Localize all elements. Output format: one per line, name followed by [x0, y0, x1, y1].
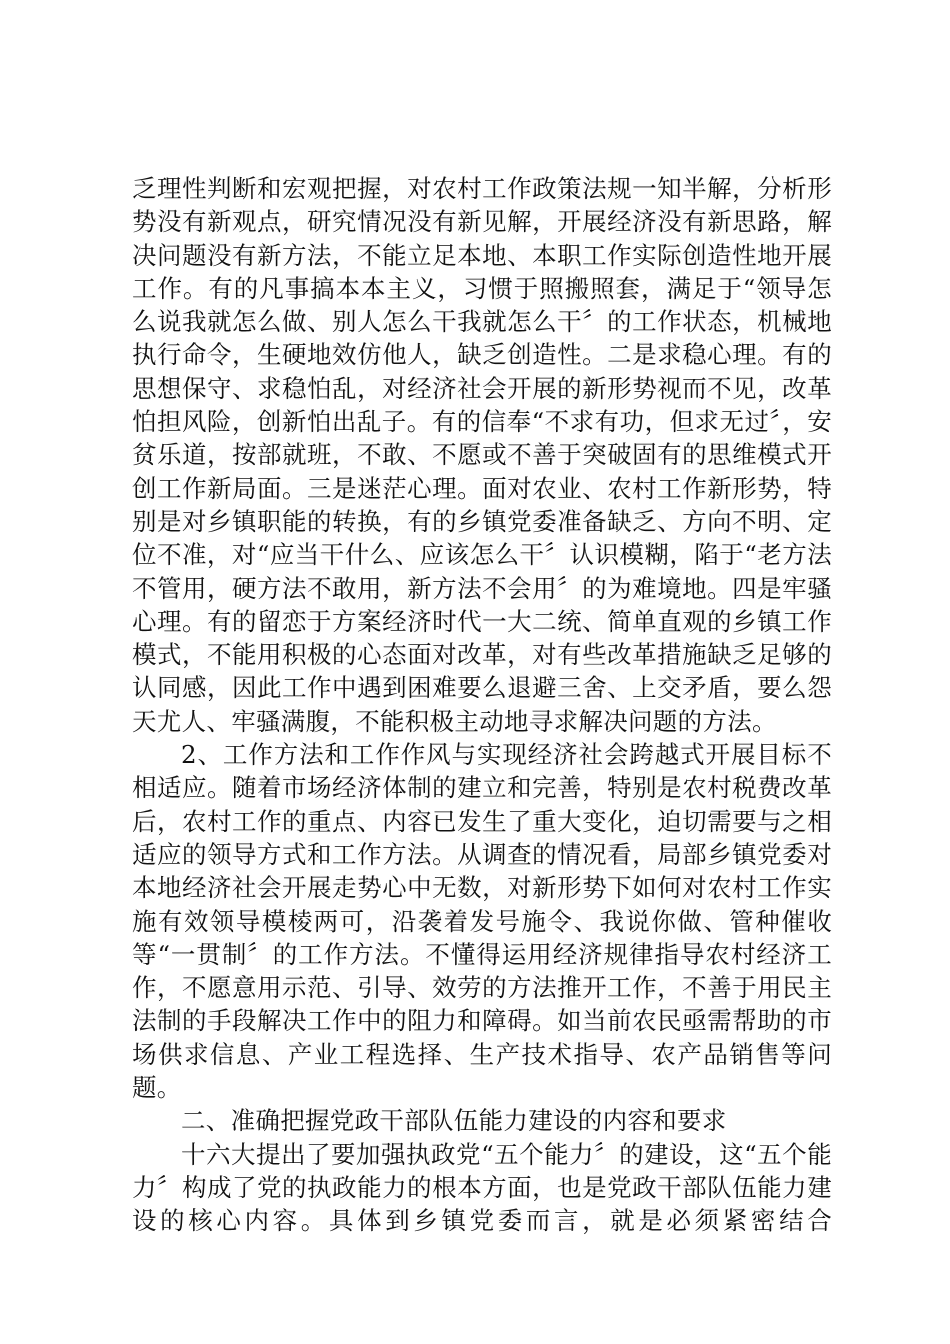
document-body — [132, 172, 832, 1238]
section-heading: 二、准确把握党政干部队伍能力建设的内容和要求 — [181, 1106, 727, 1136]
paragraph-continuation: 乏理性判断和宏观把握，对农村工作政策法规一知半解，分析形势没有新观点，研究情况没有新见解，开展经济没有新思路，解决问题没有新方法，不能立足本地、本职工作实际创造性地开展工作。有的凡事搞本本主义，习惯于照搬照套，满足于“领导怎么说我就怎么做、别人怎么干我就怎么干〞的工作状态，机械地执行命令，生硬地效仿他人，缺乏创造性。二是求稳心理。有的思想保守、求稳怕乱，对经济社会开展的新形势视而不见，改革怕担风险，创新怕出乱子。有的信奉“不求有功，但求无过〞，安贫乐道，按部就班，不敢、不愿或不善于突破固有的思维模式开创工作新局面。三是迷茫心理。面对农业、农村工作新形势，特别是对乡镇职能的转换，有的乡镇党委准备缺乏、方向不明、定位不准，对“应当干什么、应该怎么干〞认识模糊，陷于“老方法不管用，硬方法不敢用，新方法不会用〞的为难境地。四是牢骚心理。有的留恋于方案经济时代一大二统、简单直观的乡镇工作模式，不能用积极的心态面对改革，对有些改革措施缺乏足够的认同感，因此工作中遇到困难要么退避三舍、上交矛盾，要么怨天尤人、牢骚满腹，不能积极主动地寻求解决问题的方法。 — [132, 174, 832, 736]
paragraph-five-abilities: 十六大提出了要加强执政党“五个能力〞的建设，这“五个能力〞构成了党的执政能力的根本方面，也是党政干部队伍能力建设的核心内容。具体到乡镇党委而言，就是必须紧密结合 — [132, 1139, 832, 1236]
paragraph-work-methods: 2、工作方法和工作作风与实现经济社会跨越式开展目标不相适应。随着市场经济体制的建立和完善，特别是农村税费改革后，农村工作的重点、内容已发生了重大变化，迫切需要与之相适应的领导方式和工作方法。从调查的情况看，局部乡镇党委对本地经济社会开展走势心中无数，对新形势下如何对农村工作实施有效领导模棱两可，沿袭着发号施令、我说你做、管种催收等“一贯制〞的工作方法。不懂得运用经济规律指导农村经济工作，不愿意用示范、引导、效劳的方法推开工作，不善于用民主法制的手段解决工作中的阻力和障碍。如当前农民亟需帮助的市场供求信息、产业工程选择、生产技术指导、农产品销售等问题。 — [132, 740, 833, 1103]
